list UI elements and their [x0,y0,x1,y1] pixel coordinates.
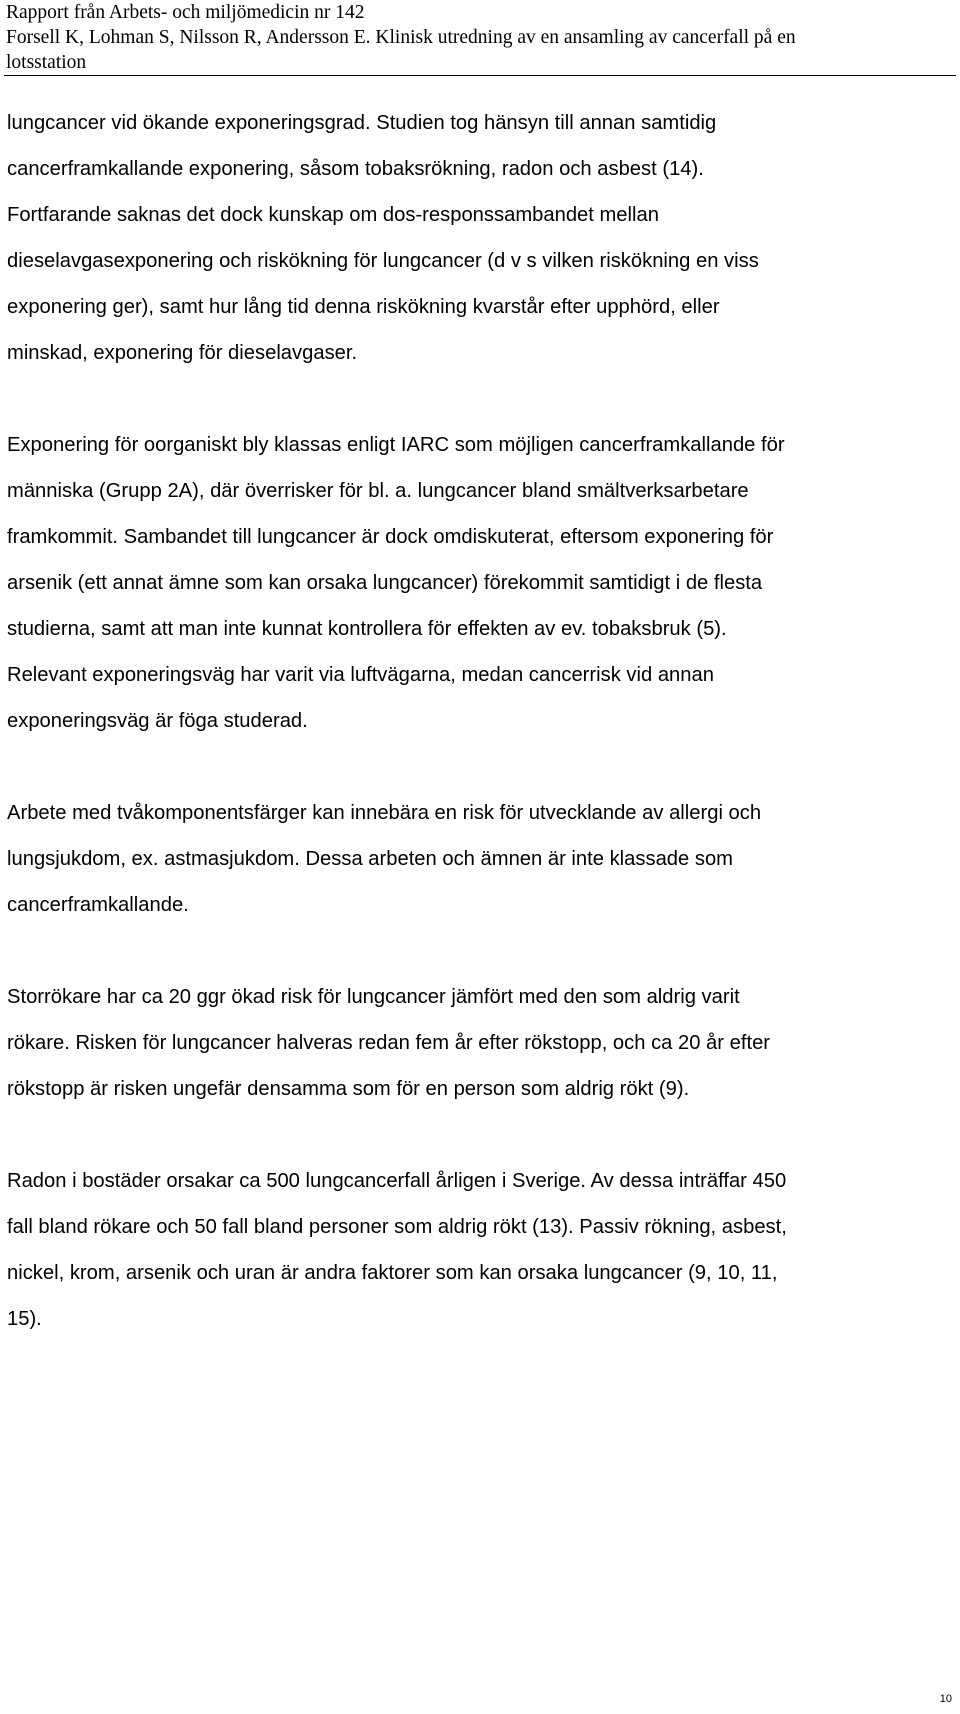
text-line: Exponering för oorganiskt bly klassas enligt IARC som möjligen cancerframkallande för [7,434,785,456]
header-divider [4,75,956,76]
text-line: minskad, exponering för dieselavgaser. [7,342,358,364]
text-line: fall bland rökare och 50 fall bland personer som aldrig rökt (13). Passiv rökning, asbest, [7,1216,787,1238]
report-series-title: Rapport från Arbets- och miljömedicin nr 142 [6,2,365,23]
report-title-continuation: lotsstation [6,52,87,73]
text-line: människa (Grupp 2A), där överrisker för bl. a. lungcancer bland smältverksarbetare [7,480,749,502]
text-line: exponeringsväg är föga studerad. [7,710,308,732]
text-line: rökare. Risken för lungcancer halveras redan fem år efter rökstopp, och ca 20 år efter [7,1032,771,1054]
text-line: Relevant exponeringsväg har varit via luftvägarna, medan cancerrisk vid annan [7,664,714,686]
text-line: exponering ger), samt hur lång tid denna riskökning kvarstår efter upphörd, eller [7,296,720,318]
paragraph-lead-exposure [7,422,955,744]
text-line: studierna, samt att man inte kunnat kontrollera för effekten av ev. tobaksbruk (5). [7,618,727,640]
text-line: framkommit. Sambandet till lungcancer är dock omdiskuterat, eftersom exponering för [7,526,774,548]
text-line: 15). [7,1308,42,1330]
text-line: nickel, krom, arsenik och uran är andra faktorer som kan orsaka lungcancer (9, 10, 11, [7,1262,778,1284]
paragraph-diesel-exhaust [7,100,955,376]
text-line: lungcancer vid ökande exponeringsgrad. Studien tog hänsyn till annan samtidig [7,112,717,134]
text-line: cancerframkallande. [7,894,189,916]
report-authors-title: Forsell K, Lohman S, Nilsson R, Andersson E. Klinisk utredning av en ansamling av cancerfall på en [6,27,796,48]
text-line: rökstopp är risken ungefär densamma som för en person som aldrig rökt (9). [7,1078,690,1100]
paragraph-smoking [7,974,955,1112]
page-number: 10 [939,1693,952,1705]
paragraph-radon [7,1158,955,1342]
text-line: Fortfarande saknas det dock kunskap om dos-responssambandet mellan [7,204,659,226]
text-line: dieselavgasexponering och riskökning för lungcancer (d v s vilken riskökning en viss [7,250,759,272]
text-line: Storrökare har ca 20 ggr ökad risk för lungcancer jämfört med den som aldrig varit [7,986,740,1008]
document-body [7,100,955,1342]
running-header [6,0,954,75]
paragraph-two-component-paints [7,790,955,928]
text-line: Arbete med tvåkomponentsfärger kan innebära en risk för utvecklande av allergi och [7,802,762,824]
text-line: arsenik (ett annat ämne som kan orsaka lungcancer) förekommit samtidigt i de flesta [7,572,763,594]
text-line: lungsjukdom, ex. astmasjukdom. Dessa arbeten och ämnen är inte klassade som [7,848,733,870]
text-line: Radon i bostäder orsakar ca 500 lungcancerfall årligen i Sverige. Av dessa inträffar 450 [7,1170,787,1192]
text-line: cancerframkallande exponering, såsom tobaksrökning, radon och asbest (14). [7,158,704,180]
